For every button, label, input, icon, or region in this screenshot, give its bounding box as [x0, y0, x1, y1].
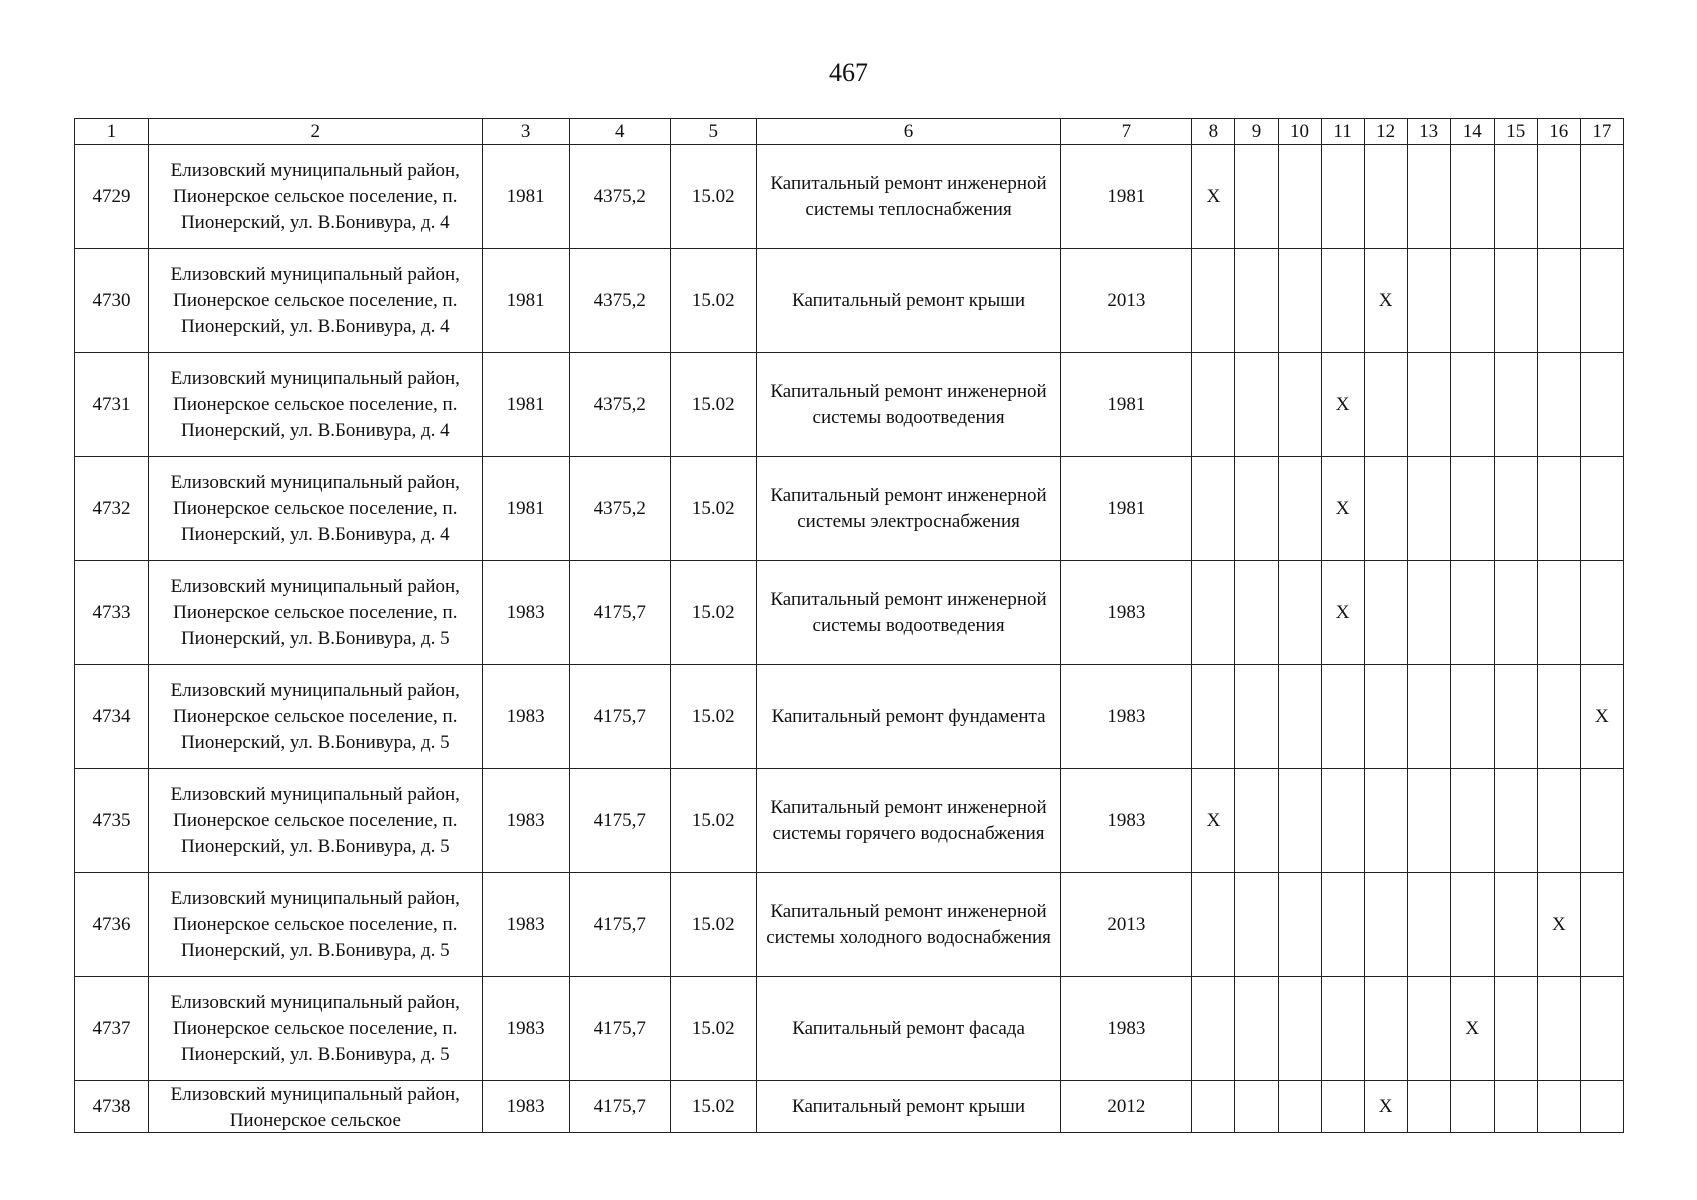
work-type-cell: Капитальный ремонт инженерной системы водоотведения — [756, 353, 1060, 457]
mark-cell — [1278, 561, 1321, 665]
year-built-cell: 1983 — [482, 1081, 569, 1133]
mark-cell — [1321, 977, 1364, 1081]
mark-cell — [1321, 665, 1364, 769]
row-number-cell: 4729 — [75, 145, 149, 249]
column-header: 7 — [1061, 119, 1192, 145]
mark-cell — [1537, 561, 1580, 665]
address-text: Елизовский муниципальный район, Пионерское сельское — [170, 1083, 460, 1131]
table-row — [75, 665, 1624, 769]
table-row — [75, 353, 1624, 457]
code-cell: 15.02 — [670, 561, 756, 665]
planned-year-cell: 1983 — [1061, 769, 1192, 873]
planned-year-cell: 2013 — [1061, 873, 1192, 977]
mark-cell — [1364, 665, 1407, 769]
mark-cell: X — [1450, 977, 1494, 1081]
address-cell: Елизовский муниципальный район, Пионерское сельское поселение, п. Пионерский, ул. В.Бонивура, д. 4 — [149, 353, 482, 457]
table-row — [75, 561, 1624, 665]
planned-year-cell: 1981 — [1061, 145, 1192, 249]
mark-cell — [1278, 1081, 1321, 1133]
mark-cell: X — [1364, 1081, 1407, 1133]
mark-cell: X — [1321, 353, 1364, 457]
planned-year-cell: 2013 — [1061, 249, 1192, 353]
mark-cell: X — [1192, 769, 1235, 873]
address-cell: Елизовский муниципальный район, Пионерское сельское поселение, п. Пионерский, ул. В.Бонивура, д. 4 — [149, 249, 482, 353]
column-header: 9 — [1235, 119, 1278, 145]
mark-cell — [1494, 769, 1537, 873]
mark-cell — [1235, 249, 1278, 353]
mark-cell — [1450, 769, 1494, 873]
column-header: 3 — [482, 119, 569, 145]
mark-cell — [1364, 457, 1407, 561]
mark-cell — [1580, 769, 1623, 873]
mark-cell: X — [1537, 873, 1580, 977]
mark-cell — [1450, 249, 1494, 353]
mark-cell — [1364, 145, 1407, 249]
year-built-cell: 1981 — [482, 145, 569, 249]
work-type-cell: Капитальный ремонт крыши — [756, 1081, 1060, 1133]
column-header: 2 — [149, 119, 482, 145]
mark-cell — [1580, 145, 1623, 249]
mark-cell — [1407, 1081, 1450, 1133]
mark-cell — [1192, 457, 1235, 561]
column-header: 14 — [1450, 119, 1494, 145]
work-type-cell: Капитальный ремонт инженерной системы водоотведения — [756, 561, 1060, 665]
area-cell: 4175,7 — [569, 1081, 670, 1133]
work-type-cell: Капитальный ремонт инженерной системы электроснабжения — [756, 457, 1060, 561]
mark-cell — [1580, 873, 1623, 977]
code-cell: 15.02 — [670, 665, 756, 769]
mark-cell — [1450, 145, 1494, 249]
mark-cell — [1537, 457, 1580, 561]
mark-cell — [1407, 873, 1450, 977]
mark-cell — [1364, 873, 1407, 977]
area-cell: 4175,7 — [569, 977, 670, 1081]
mark-cell — [1450, 457, 1494, 561]
mark-cell — [1407, 977, 1450, 1081]
mark-cell — [1494, 145, 1537, 249]
mark-cell — [1580, 457, 1623, 561]
year-built-cell: 1983 — [482, 561, 569, 665]
mark-cell — [1407, 769, 1450, 873]
address-cell — [149, 1081, 482, 1133]
mark-cell — [1235, 561, 1278, 665]
year-built-cell: 1981 — [482, 353, 569, 457]
mark-cell — [1321, 145, 1364, 249]
mark-cell — [1235, 353, 1278, 457]
mark-cell — [1450, 665, 1494, 769]
mark-cell — [1537, 145, 1580, 249]
mark-cell — [1278, 977, 1321, 1081]
mark-cell — [1364, 977, 1407, 1081]
mark-cell — [1580, 1081, 1623, 1133]
work-type-cell: Капитальный ремонт инженерной системы холодного водоснабжения — [756, 873, 1060, 977]
mark-cell: X — [1580, 665, 1623, 769]
code-cell: 15.02 — [670, 769, 756, 873]
mark-cell — [1537, 977, 1580, 1081]
mark-cell — [1450, 1081, 1494, 1133]
mark-cell — [1192, 353, 1235, 457]
row-number-cell: 4734 — [75, 665, 149, 769]
planned-year-cell: 2012 — [1061, 1081, 1192, 1133]
work-type-cell: Капитальный ремонт инженерной системы теплоснабжения — [756, 145, 1060, 249]
mark-cell — [1278, 873, 1321, 977]
mark-cell — [1580, 561, 1623, 665]
table-row — [75, 145, 1624, 249]
row-number-cell: 4732 — [75, 457, 149, 561]
mark-cell — [1321, 249, 1364, 353]
mark-cell — [1192, 665, 1235, 769]
mark-cell — [1407, 665, 1450, 769]
mark-cell — [1192, 1081, 1235, 1133]
table-row — [75, 249, 1624, 353]
mark-cell — [1321, 873, 1364, 977]
mark-cell — [1407, 457, 1450, 561]
mark-cell — [1494, 561, 1537, 665]
row-number-cell: 4736 — [75, 873, 149, 977]
mark-cell — [1235, 665, 1278, 769]
area-cell: 4175,7 — [569, 561, 670, 665]
row-number-cell: 4731 — [75, 353, 149, 457]
mark-cell — [1407, 353, 1450, 457]
mark-cell — [1580, 249, 1623, 353]
mark-cell — [1278, 353, 1321, 457]
mark-cell — [1192, 977, 1235, 1081]
code-cell: 15.02 — [670, 1081, 756, 1133]
mark-cell — [1278, 457, 1321, 561]
mark-cell — [1580, 353, 1623, 457]
mark-cell: X — [1364, 249, 1407, 353]
mark-cell — [1494, 977, 1537, 1081]
mark-cell — [1235, 457, 1278, 561]
planned-year-cell: 1981 — [1061, 353, 1192, 457]
mark-cell — [1278, 145, 1321, 249]
planned-year-cell: 1981 — [1061, 457, 1192, 561]
mark-cell — [1407, 561, 1450, 665]
table-row — [75, 977, 1624, 1081]
area-cell: 4175,7 — [569, 873, 670, 977]
area-cell: 4375,2 — [569, 145, 670, 249]
work-type-cell: Капитальный ремонт фундамента — [756, 665, 1060, 769]
address-cell: Елизовский муниципальный район, Пионерское сельское поселение, п. Пионерский, ул. В.Бонивура, д. 5 — [149, 977, 482, 1081]
mark-cell: X — [1321, 561, 1364, 665]
column-header: 8 — [1192, 119, 1235, 145]
column-header: 13 — [1407, 119, 1450, 145]
table-row — [75, 873, 1624, 977]
mark-cell — [1494, 353, 1537, 457]
code-cell: 15.02 — [670, 977, 756, 1081]
mark-cell — [1450, 353, 1494, 457]
planned-year-cell: 1983 — [1061, 561, 1192, 665]
table-row — [75, 1081, 1624, 1133]
year-built-cell: 1983 — [482, 977, 569, 1081]
address-cell: Елизовский муниципальный район, Пионерское сельское поселение, п. Пионерский, ул. В.Бонивура, д. 4 — [149, 457, 482, 561]
mark-cell — [1364, 561, 1407, 665]
mark-cell — [1494, 665, 1537, 769]
column-header: 17 — [1580, 119, 1623, 145]
row-number-cell: 4737 — [75, 977, 149, 1081]
mark-cell: X — [1321, 457, 1364, 561]
mark-cell — [1278, 249, 1321, 353]
capital-repair-table — [74, 118, 1624, 1133]
column-header: 1 — [75, 119, 149, 145]
address-cell: Елизовский муниципальный район, Пионерское сельское поселение, п. Пионерский, ул. В.Бонивура, д. 4 — [149, 145, 482, 249]
mark-cell — [1278, 769, 1321, 873]
area-cell: 4375,2 — [569, 457, 670, 561]
code-cell: 15.02 — [670, 249, 756, 353]
row-number-cell: 4733 — [75, 561, 149, 665]
mark-cell — [1235, 977, 1278, 1081]
column-header: 11 — [1321, 119, 1364, 145]
row-number-cell: 4730 — [75, 249, 149, 353]
column-header: 6 — [756, 119, 1060, 145]
column-header: 12 — [1364, 119, 1407, 145]
area-cell: 4175,7 — [569, 665, 670, 769]
year-built-cell: 1981 — [482, 457, 569, 561]
row-number-cell: 4735 — [75, 769, 149, 873]
address-cell: Елизовский муниципальный район, Пионерское сельское поселение, п. Пионерский, ул. В.Бонивура, д. 5 — [149, 665, 482, 769]
mark-cell — [1192, 249, 1235, 353]
mark-cell — [1192, 561, 1235, 665]
column-header: 10 — [1278, 119, 1321, 145]
column-header: 16 — [1537, 119, 1580, 145]
mark-cell — [1494, 457, 1537, 561]
mark-cell — [1537, 769, 1580, 873]
mark-cell — [1235, 873, 1278, 977]
code-cell: 15.02 — [670, 145, 756, 249]
mark-cell — [1580, 977, 1623, 1081]
page-number: 467 — [829, 58, 868, 87]
mark-cell — [1537, 249, 1580, 353]
mark-cell — [1494, 873, 1537, 977]
mark-cell — [1407, 145, 1450, 249]
planned-year-cell: 1983 — [1061, 665, 1192, 769]
code-cell: 15.02 — [670, 457, 756, 561]
column-header: 5 — [670, 119, 756, 145]
mark-cell — [1537, 665, 1580, 769]
mark-cell: X — [1192, 145, 1235, 249]
mark-cell — [1278, 665, 1321, 769]
column-header: 4 — [569, 119, 670, 145]
work-type-cell: Капитальный ремонт фасада — [756, 977, 1060, 1081]
mark-cell — [1364, 769, 1407, 873]
year-built-cell: 1983 — [482, 873, 569, 977]
column-header: 15 — [1494, 119, 1537, 145]
mark-cell — [1235, 769, 1278, 873]
year-built-cell: 1983 — [482, 769, 569, 873]
mark-cell — [1450, 873, 1494, 977]
year-built-cell: 1983 — [482, 665, 569, 769]
address-cell: Елизовский муниципальный район, Пионерское сельское поселение, п. Пионерский, ул. В.Бонивура, д. 5 — [149, 561, 482, 665]
mark-cell — [1450, 561, 1494, 665]
area-cell: 4375,2 — [569, 353, 670, 457]
work-type-cell: Капитальный ремонт инженерной системы горячего водоснабжения — [756, 769, 1060, 873]
mark-cell — [1537, 353, 1580, 457]
address-cell: Елизовский муниципальный район, Пионерское сельское поселение, п. Пионерский, ул. В.Бонивура, д. 5 — [149, 769, 482, 873]
row-number-cell: 4738 — [75, 1081, 149, 1133]
mark-cell — [1321, 769, 1364, 873]
mark-cell — [1494, 249, 1537, 353]
mark-cell — [1235, 145, 1278, 249]
mark-cell — [1407, 249, 1450, 353]
area-cell: 4375,2 — [569, 249, 670, 353]
table-row — [75, 769, 1624, 873]
header-row — [75, 119, 1624, 145]
mark-cell — [1321, 1081, 1364, 1133]
area-cell: 4175,7 — [569, 769, 670, 873]
mark-cell — [1494, 1081, 1537, 1133]
mark-cell — [1235, 1081, 1278, 1133]
mark-cell — [1537, 1081, 1580, 1133]
planned-year-cell: 1983 — [1061, 977, 1192, 1081]
table-body — [75, 145, 1624, 1133]
table-row — [75, 457, 1624, 561]
mark-cell — [1192, 873, 1235, 977]
work-type-cell: Капитальный ремонт крыши — [756, 249, 1060, 353]
year-built-cell: 1981 — [482, 249, 569, 353]
code-cell: 15.02 — [670, 873, 756, 977]
address-cell: Елизовский муниципальный район, Пионерское сельское поселение, п. Пионерский, ул. В.Бонивура, д. 5 — [149, 873, 482, 977]
mark-cell — [1364, 353, 1407, 457]
code-cell: 15.02 — [670, 353, 756, 457]
